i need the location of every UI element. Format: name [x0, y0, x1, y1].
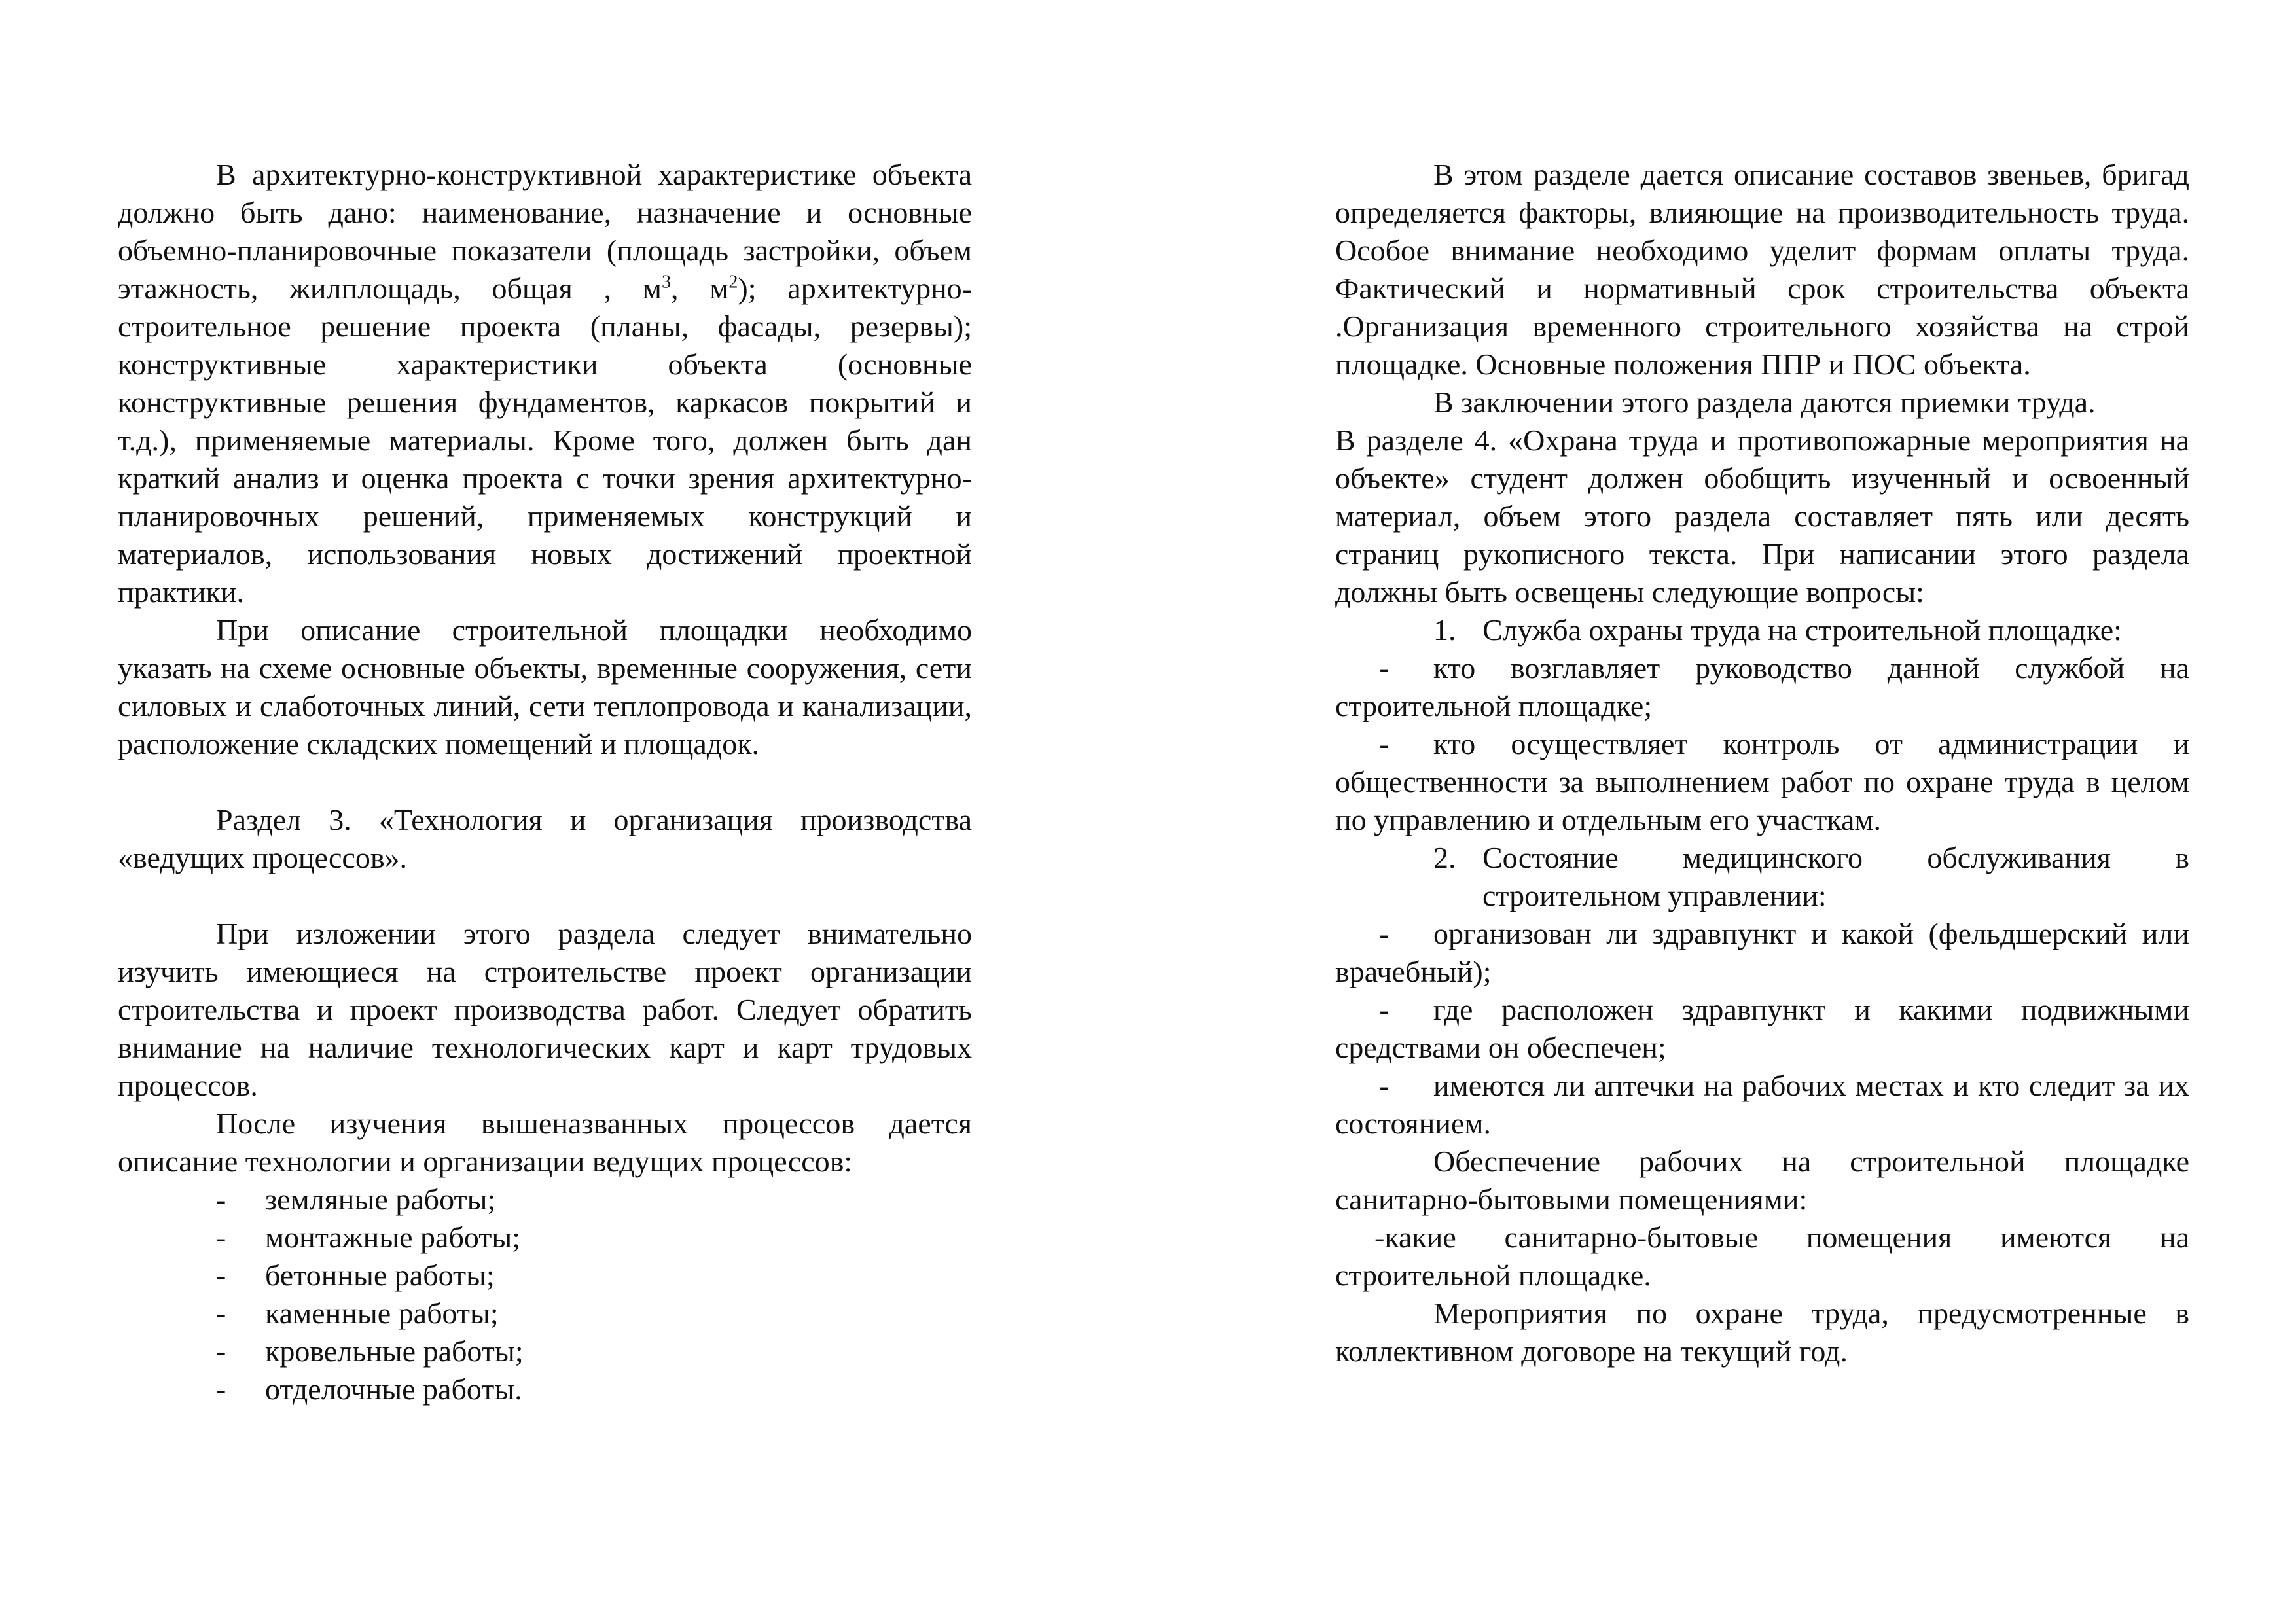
right-paragraph-sanitary: Обеспечение рабочих на строительной площадке санитарно-бытовыми помещениями: — [1335, 1145, 2189, 1216]
superscript-2: 2 — [728, 272, 738, 293]
list-item — [1335, 991, 2189, 1067]
section-3-heading: Раздел 3. «Технология и организация производства «ведущих процессов». — [118, 803, 972, 874]
list-item-text: каменные работы; — [265, 1296, 499, 1330]
question-2 — [1335, 839, 2189, 915]
left-p1-start: В архитектурно-конструктивной характеристике объекта должно быть дано: наименование, назначение и основные объемно-планировочные показатели (площадь застройки, объем этажность, жилплощадь, общая , м — [118, 158, 972, 305]
right-paragraph-conclusion: В заключении этого раздела даются приемки труда. — [1433, 385, 2096, 419]
dash-bullet: - — [216, 1334, 226, 1368]
works-list — [118, 1181, 972, 1408]
list-item — [118, 1332, 972, 1370]
dash-bullet: - — [1379, 727, 1390, 760]
spacer — [118, 877, 972, 915]
list-number: 1. — [1433, 613, 1456, 647]
left-p1-end: ); архитектурно-строительное решение проекта (планы, фасады, резервы); конструктивные характеристики объекта (основные конструктивные решения фундаментов, каркасов покрытий и т.д.), применяемые материалы. Кроме того, должен быть дан краткий анализ и оценка проекта с точки зрения архитектурно-планировочных решений, применяемых конструкций и материалов, использования новых достижений проектной практики. — [118, 272, 973, 609]
list-item-text: кто возглавляет руководство данной службой на строительной площадке; — [1335, 651, 2189, 722]
dash-bullet: - — [216, 1372, 226, 1406]
dash-bullet: - — [216, 1221, 226, 1254]
list-item — [1335, 649, 2189, 725]
list-item — [1335, 725, 2189, 839]
list-item — [118, 1370, 972, 1408]
question-1 — [1335, 611, 2189, 649]
left-paragraph-architecture — [118, 156, 972, 611]
question-2-text: Состояние медицинского обслуживания в строительном управлении: — [1482, 841, 2189, 912]
question-1-text: Служба охраны труда на строительной площадке: — [1482, 613, 2122, 647]
list-item — [1335, 1067, 2189, 1143]
dash-bullet: - — [1379, 651, 1390, 685]
right-paragraph-agreement: Мероприятия по охране труда, предусмотренные в коллективном договоре на текущий год. — [1335, 1296, 2189, 1368]
list-item-text: кровельные работы; — [265, 1334, 524, 1368]
list-item — [118, 1219, 972, 1257]
left-p1-mid: , м — [671, 272, 729, 305]
left-paragraph-study: При изложении этого раздела следует внимательно изучить имеющиеся на строительстве проект организации строительства и проект производства работ. Следует обратить внимание на наличие технологических карт и карт трудовых процессов. — [118, 917, 972, 1102]
list-item — [118, 1257, 972, 1294]
dash-bullet: - — [216, 1258, 226, 1292]
dash-bullet: - — [1379, 1069, 1390, 1102]
list-item-text: кто осуществляет контроль от администрации и общественности за выполнением работ по охране труда в целом по управлению и отдельным его участкам. — [1335, 727, 2189, 836]
left-page — [118, 156, 972, 1408]
list-item — [1335, 915, 2189, 991]
spacer — [118, 763, 972, 801]
dash-bullet: - — [1379, 917, 1390, 950]
list-item-text: организован ли здравпункт и какой (фельдшерский или врачебный); — [1335, 917, 2189, 988]
superscript-3: 3 — [662, 272, 672, 293]
list-item — [118, 1294, 972, 1332]
list-item — [118, 1181, 972, 1219]
list-item-text: монтажные работы; — [265, 1221, 521, 1254]
list-item-text: земляные работы; — [265, 1183, 496, 1216]
right-paragraph-section-4: В разделе 4. «Охрана труда и противопожарные мероприятия на объекте» студент должен обобщить изученный и освоенный материал, объем этого раздела составляет пять или десять страниц рукописного текста. При написании этого раздела должны быть освещены следующие вопросы: — [1335, 423, 2189, 609]
list-item-text: отделочные работы. — [265, 1372, 522, 1406]
right-paragraph-crews: В этом разделе дается описание составов звеньев, бригад определяется факторы, влияющие на производительность труда. Особое внимание необходимо уделит формам оплаты труда. Фактический и нормативный срок строительства объекта .Организация временного строительного хозяйства на строй площадке. Основные положения ППР и ПОС объекта. — [1335, 158, 2189, 381]
dash-bullet: - — [216, 1183, 226, 1216]
right-page — [1335, 156, 2189, 1370]
right-paragraph-sanitary-question: -какие санитарно-бытовые помещения имеются на строительной площадке. — [1335, 1221, 2189, 1292]
list-item-text: где расположен здравпункт и какими подвижными средствами он обеспечен; — [1335, 993, 2189, 1064]
left-paragraph-site: При описание строительной площадки необходимо указать на схеме основные объекты, временные сооружения, сети силовых и слаботочных линий, сети теплопровода и канализации, расположение складских помещений и площадок. — [118, 613, 972, 760]
dash-bullet: - — [216, 1296, 226, 1330]
dash-bullet: - — [1379, 993, 1390, 1026]
list-item-text: бетонные работы; — [265, 1258, 495, 1292]
list-number: 2. — [1433, 841, 1456, 874]
list-item-text: имеются ли аптечки на рабочих местах и кто следит за их состоянием. — [1335, 1069, 2189, 1140]
left-paragraph-processes: После изучения вышеназванных процессов дается описание технологии и организации ведущих процессов: — [118, 1107, 972, 1178]
